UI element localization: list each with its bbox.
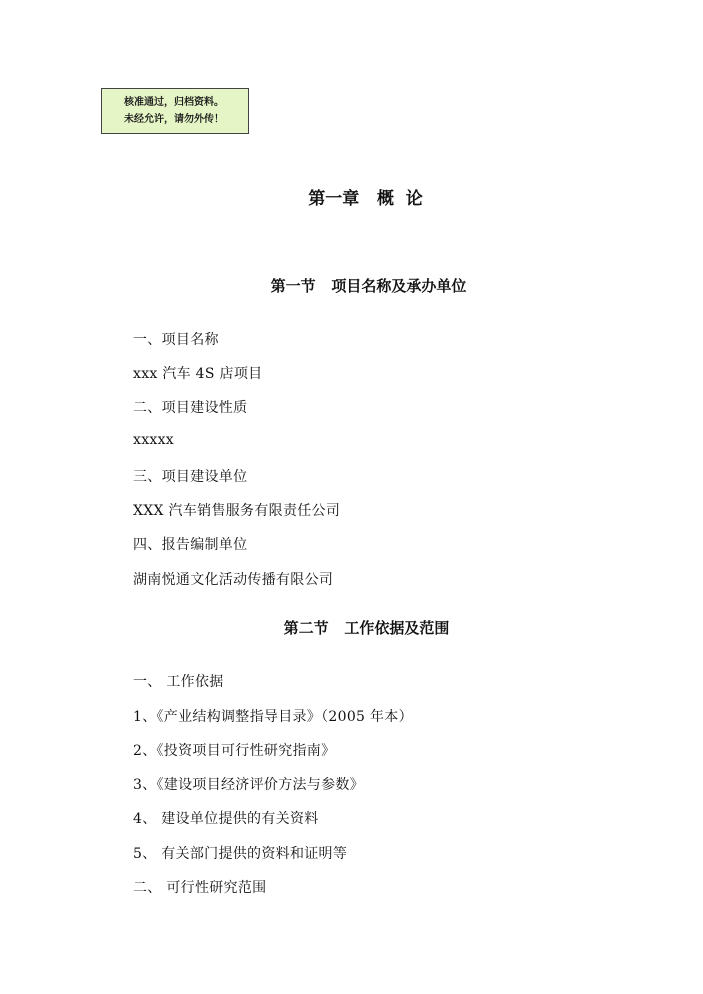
section-1-title: 第一节 项目名称及承办单位 — [270, 277, 467, 295]
list-item-basis-4: 4、 建设单位提供的有关资料 — [133, 811, 319, 827]
item-value-construction-unit: XXX 汽车销售服务有限责任公司 — [133, 503, 341, 519]
approval-notice-box — [101, 88, 249, 134]
item-heading-study-scope: 二、 可行性研究范围 — [133, 880, 267, 896]
item-heading-construction-unit: 三、项目建设单位 — [133, 469, 248, 485]
list-item-basis-2: 2、《投资项目可行性研究指南》 — [133, 743, 336, 759]
item-heading-project-nature: 二、项目建设性质 — [133, 400, 248, 416]
item-heading-project-name: 一、项目名称 — [133, 332, 219, 348]
item-heading-report-unit: 四、报告编制单位 — [133, 537, 248, 553]
chapter-title: 第一章 概 论 — [308, 189, 423, 209]
notice-line-2: 未经允许，请勿外传！ — [124, 114, 224, 125]
item-value-project-nature: xxxxx — [133, 432, 174, 448]
item-value-project-name: xxx 汽车 4S 店项目 — [133, 366, 263, 382]
section-2-title: 第二节 工作依据及范围 — [283, 619, 450, 637]
list-item-basis-5: 5、 有关部门提供的资料和证明等 — [133, 846, 348, 862]
list-item-basis-3: 3、《建设项目经济评价方法与参数》 — [133, 777, 365, 793]
notice-line-1: 核准通过，归档资料。 — [124, 97, 224, 108]
item-value-report-unit: 湖南悦通文化活动传播有限公司 — [133, 572, 334, 588]
list-item-basis-1: 1、《产业结构调整指导目录》（2005 年本） — [133, 709, 413, 725]
item-heading-work-basis: 一、 工作依据 — [133, 674, 224, 690]
